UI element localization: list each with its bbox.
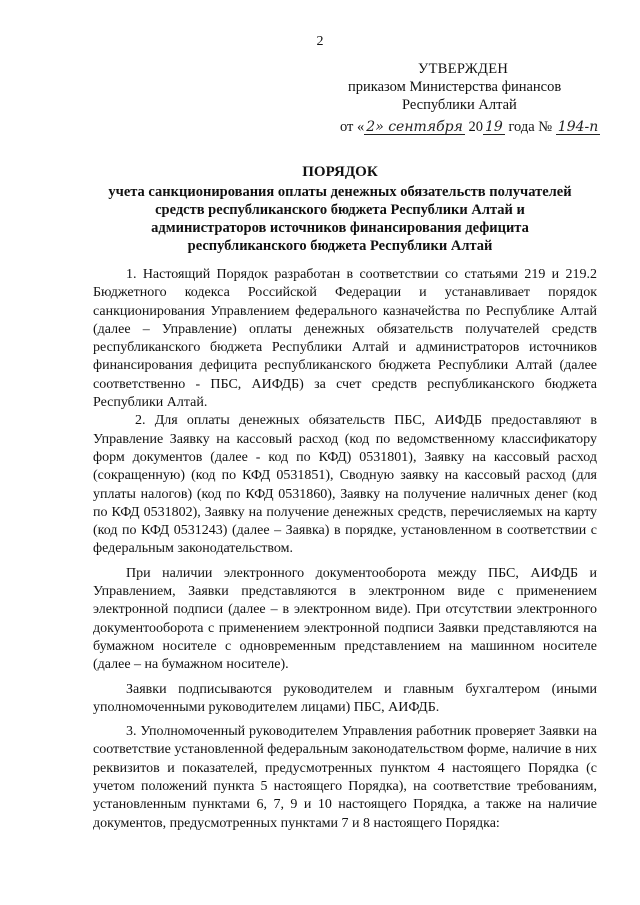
approval-date-line (340, 118, 620, 136)
paragraph-4: Заявки подписываются руководителем и главным бухгалтером (иными уполномоченными руководителем лицами) ПБС, АИФДБ. (93, 681, 597, 715)
document-title (70, 163, 610, 255)
approval-handwritten-year: 19 (485, 119, 503, 135)
paragraph-2: 2. Для оплаты денежных обязательств ПБС, АИФДБ предоставляют в Управление Заявку на кассовый расход (код по ведомственному классификатору форм документов (далее - код по КФД) 0531801), Заявку на кассовый расход (сокращенную) (код по КФД 0531851), Сводную заявку на кассовый расход (для уплаты налогов) (код по КФД 0531860), Заявку на получение наличных денег (код по КФД 0531802), Заявку на получение денежных средств, перечисляемых на карту (код по КФД 0531243) (далее – Заявка) в порядке, установленном в соответствии с федеральным законодательством. (93, 413, 597, 557)
document-title-line: учета санкционирования оплаты денежных обязательств получателей (108, 184, 572, 200)
paragraph-5: 3. Уполномоченный руководителем Управления работник проверяет Заявки на соответствие установленной федеральным законодательством форме, наличие в них реквизитов и показателей, предусмотренных пунктом 4 настоящего Порядка (с учетом положений пункта 5 настоящего Порядка), на соответствие требованиям, установленным пунктами 6, 7, 9 и 10 настоящего Порядка, а также на наличие документов, предусмотренных пунктами 7 и 8 настоящего Порядка: (93, 724, 597, 831)
approval-order-line: приказом Министерства финансов (348, 79, 562, 95)
document-title-line: средств республиканского бюджета Республики Алтай и (155, 202, 525, 218)
approval-year-word: года № (508, 119, 553, 135)
page-number: 2 (316, 34, 324, 49)
approval-handwritten-date: 2» сентября (366, 119, 463, 135)
document-title-line: республиканского бюджета Республики Алтай (187, 238, 493, 254)
approval-handwritten-number: 194-п (557, 119, 599, 135)
paragraph-1: 1. Настоящий Порядок разработан в соответствии со статьями 219 и 219.2 Бюджетного кодекса Российской Федерации и устанавливает порядок санкционирования Управлением федерального казначейства по Республике Алтай (далее – Управление) оплаты денежных обязательств получателей средств республиканского бюджета Республики Алтай и администраторов источников финансирования дефицита республиканского бюджета Республики Алтай (далее соответственно - ПБС, АИФДБ) за счет средств республиканского бюджета Республики Алтай. (93, 267, 597, 411)
approval-stamp (340, 60, 620, 136)
paragraph-3: При наличии электронного документооборота между ПБС, АИФДБ и Управлением, Заявки представляются в электронном виде с применением электронной подписи (далее – в электронном виде). При отсутствии электронного документооборота с применением электронной подписи Заявки представляются на бумажном носителе с одновременным представлением на машинном носителе (далее – на бумажном носителе). (93, 565, 597, 673)
approval-from-label: от « (340, 119, 365, 135)
document-title-line: администраторов источников финансирования дефицита (151, 220, 529, 236)
approval-heading: УТВЕРЖДЕН (418, 61, 509, 77)
document-body (93, 266, 597, 833)
approval-republic-line: Республики Алтай (402, 97, 517, 113)
approval-year-prefix: 20 (468, 119, 483, 135)
document-title-main: ПОРЯДОК (302, 164, 378, 180)
